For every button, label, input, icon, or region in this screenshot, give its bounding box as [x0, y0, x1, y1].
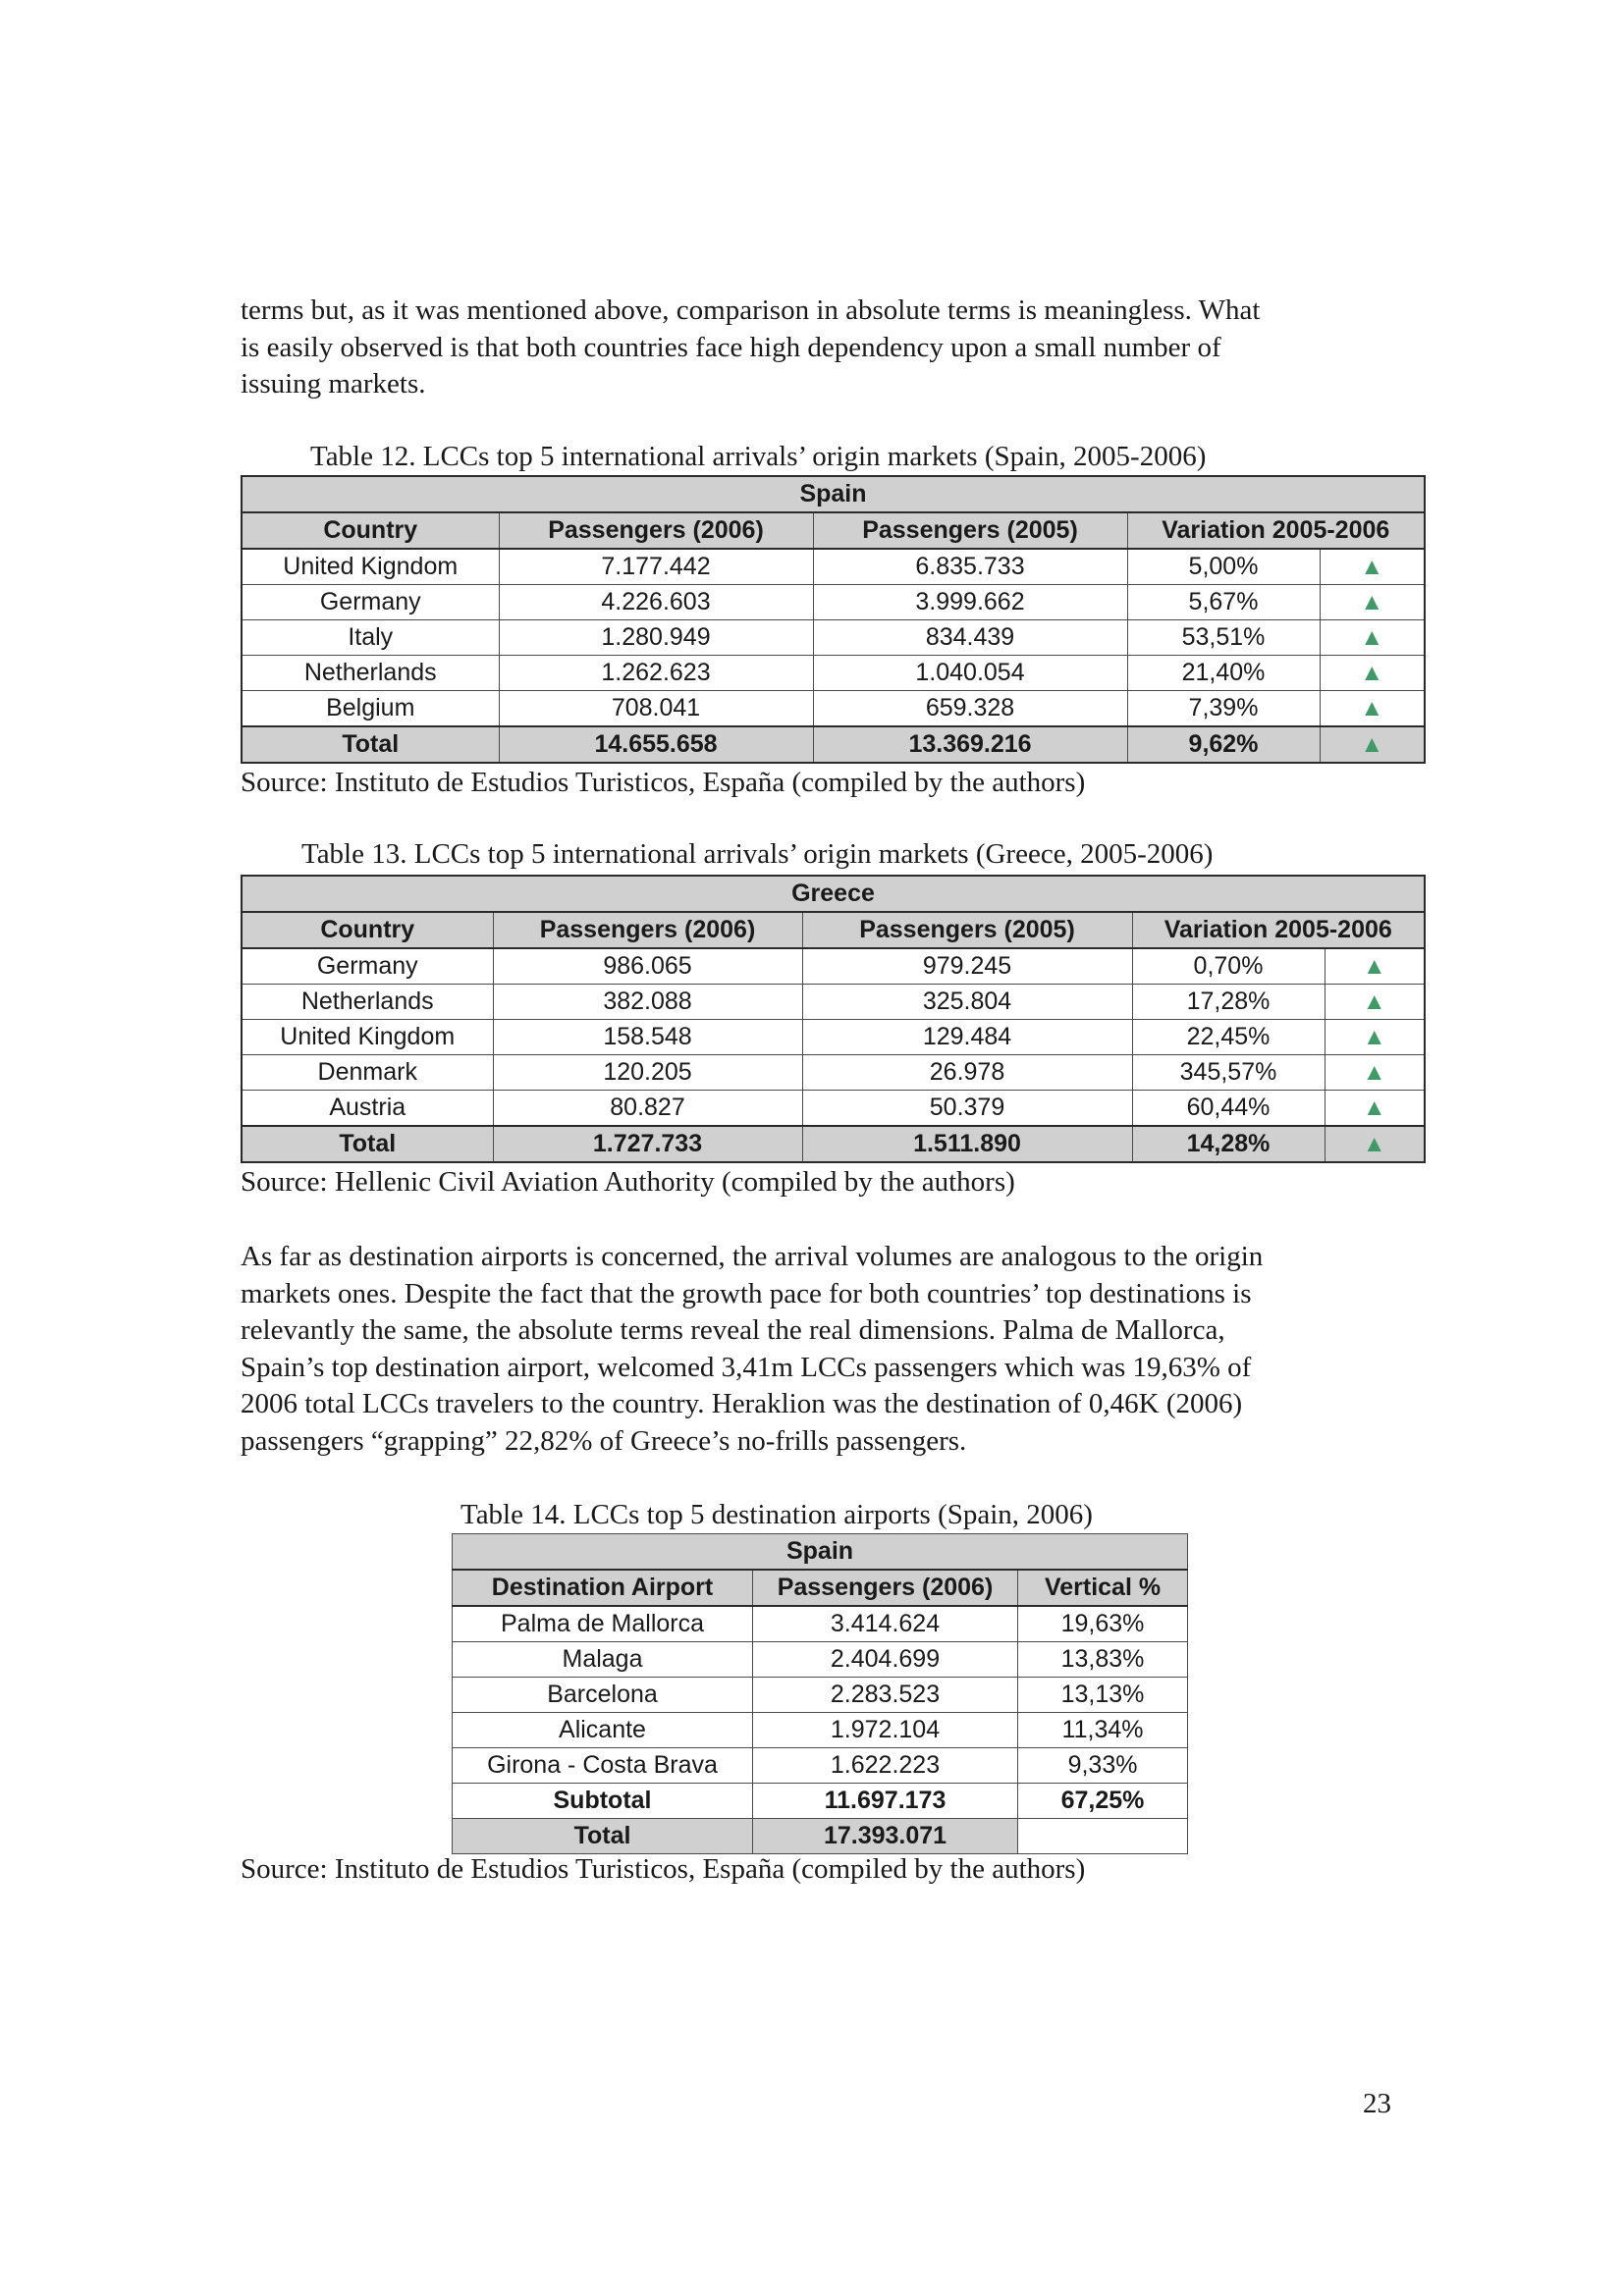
passengers-2006-cell: 3.414.624 — [753, 1606, 1018, 1642]
up-arrow-icon: ▲ — [1325, 1020, 1425, 1055]
passengers-2006-cell: 986.065 — [493, 948, 802, 985]
table13-source: Source: Hellenic Civil Aviation Authority (compiled by the authors) — [241, 1166, 1015, 1198]
airport-cell: Barcelona — [453, 1678, 753, 1713]
passengers-2006-cell: 120.205 — [493, 1055, 802, 1091]
table-row — [242, 585, 1425, 620]
table-row — [242, 691, 1425, 727]
table13-caption: Table 13. LCCs top 5 international arrivals’ origin markets (Greece, 2005-2006) — [301, 838, 1214, 870]
passengers-2005-cell: 659.328 — [813, 691, 1127, 727]
up-arrow-icon: ▲ — [1320, 585, 1425, 620]
table13 — [241, 875, 1426, 1163]
passengers-2006-cell: 158.548 — [493, 1020, 802, 1055]
variation-cell: 21,40% — [1127, 656, 1320, 691]
passengers-2006-cell: 382.088 — [493, 985, 802, 1020]
variation-cell: 5,67% — [1127, 585, 1320, 620]
total-passengers-2006: 1.727.733 — [493, 1126, 802, 1162]
text-line: markets ones. Despite the fact that the growth pace for both countries’ top destinations is — [241, 1277, 1252, 1309]
up-arrow-icon: ▲ — [1320, 549, 1425, 585]
table-row — [453, 1713, 1188, 1748]
column-header: Passengers (2005) — [802, 912, 1132, 948]
country-cell: United Kigndom — [242, 549, 499, 585]
country-cell: Germany — [242, 948, 493, 985]
table-row — [242, 549, 1425, 585]
variation-cell: 345,57% — [1132, 1055, 1325, 1091]
table-row — [453, 1606, 1188, 1642]
text-line: Spain’s top destination airport, welcomed 3,41m LCCs passengers which was 19,63% of — [241, 1351, 1252, 1383]
table-row — [242, 985, 1425, 1020]
country-cell: Netherlands — [242, 985, 493, 1020]
passengers-2005-cell: 979.245 — [802, 948, 1132, 985]
up-arrow-icon: ▲ — [1325, 948, 1425, 985]
country-cell: Belgium — [242, 691, 499, 727]
up-arrow-icon: ▲ — [1325, 1126, 1425, 1162]
passengers-2005-cell: 3.999.662 — [813, 585, 1127, 620]
table14-caption: Table 14. LCCs top 5 destination airports (Spain, 2006) — [460, 1499, 1093, 1530]
passengers-2006-cell: 1.972.104 — [753, 1713, 1018, 1748]
total-row — [453, 1819, 1188, 1854]
table13-band: Greece — [242, 876, 1425, 912]
column-header: Country — [242, 912, 493, 948]
country-cell: Netherlands — [242, 656, 499, 691]
passengers-2006-cell: 2.404.699 — [753, 1642, 1018, 1678]
passengers-2006-cell: 1.280.949 — [499, 620, 813, 656]
column-header: Vertical % — [1018, 1570, 1188, 1606]
up-arrow-icon: ▲ — [1320, 620, 1425, 656]
table-row — [453, 1748, 1188, 1784]
up-arrow-icon: ▲ — [1320, 726, 1425, 763]
table12 — [241, 475, 1426, 764]
passengers-2005-cell: 26.978 — [802, 1055, 1132, 1091]
total-label: Total — [453, 1819, 753, 1854]
column-header: Passengers (2006) — [493, 912, 802, 948]
total-variation: 14,28% — [1132, 1126, 1325, 1162]
airport-cell: Alicante — [453, 1713, 753, 1748]
vertical-percent-cell: 11,34% — [1018, 1713, 1188, 1748]
intro-paragraph — [241, 293, 1394, 403]
table-row — [453, 1642, 1188, 1678]
subtotal-row — [453, 1784, 1188, 1819]
passengers-2006-cell: 708.041 — [499, 691, 813, 727]
passengers-2005-cell: 325.804 — [802, 985, 1132, 1020]
table14-source: Source: Instituto de Estudios Turisticos, España (compiled by the authors) — [241, 1853, 1086, 1885]
variation-cell: 22,45% — [1132, 1020, 1325, 1055]
country-cell: Austria — [242, 1091, 493, 1127]
total-passengers-2005: 13.369.216 — [813, 726, 1127, 763]
text-line: issuing markets. — [241, 368, 426, 400]
table-row — [242, 1091, 1425, 1127]
column-header: Passengers (2006) — [499, 512, 813, 549]
passengers-2005-cell: 6.835.733 — [813, 549, 1127, 585]
up-arrow-icon: ▲ — [1325, 985, 1425, 1020]
variation-cell: 53,51% — [1127, 620, 1320, 656]
total-passengers-2006: 17.393.071 — [753, 1819, 1018, 1854]
subtotal-label: Subtotal — [453, 1784, 753, 1819]
total-label: Total — [242, 726, 499, 763]
column-header: Passengers (2006) — [753, 1570, 1018, 1606]
vertical-percent-cell: 19,63% — [1018, 1606, 1188, 1642]
variation-cell: 0,70% — [1132, 948, 1325, 985]
total-vertical-percent — [1018, 1819, 1188, 1854]
country-cell: Germany — [242, 585, 499, 620]
total-row — [242, 1126, 1425, 1162]
total-label: Total — [242, 1126, 493, 1162]
text-line: 2006 total LCCs travelers to the country. Heraklion was the destination of 0,46K (2006) — [241, 1388, 1243, 1419]
country-cell: Italy — [242, 620, 499, 656]
total-passengers-2006: 14.655.658 — [499, 726, 813, 763]
table-row — [242, 656, 1425, 691]
table14 — [452, 1533, 1188, 1854]
table12-source: Source: Instituto de Estudios Turisticos, España (compiled by the authors) — [241, 767, 1086, 798]
variation-cell: 5,00% — [1127, 549, 1320, 585]
table12-caption: Table 12. LCCs top 5 international arrivals’ origin markets (Spain, 2005-2006) — [310, 441, 1207, 472]
up-arrow-icon: ▲ — [1320, 656, 1425, 691]
table-row — [242, 620, 1425, 656]
table14-band: Spain — [453, 1534, 1188, 1571]
vertical-percent-cell: 9,33% — [1018, 1748, 1188, 1784]
passengers-2006-cell: 2.283.523 — [753, 1678, 1018, 1713]
subtotal-vertical-percent: 67,25% — [1018, 1784, 1188, 1819]
table12-band: Spain — [242, 476, 1425, 512]
airport-cell: Girona - Costa Brava — [453, 1748, 753, 1784]
column-header: Destination Airport — [453, 1570, 753, 1606]
total-variation: 9,62% — [1127, 726, 1320, 763]
table-row — [453, 1678, 1188, 1713]
text-line: relevantly the same, the absolute terms reveal the real dimensions. Palma de Mallorca, — [241, 1314, 1225, 1346]
passengers-2005-cell: 50.379 — [802, 1091, 1132, 1127]
vertical-percent-cell: 13,83% — [1018, 1642, 1188, 1678]
total-row — [242, 726, 1425, 763]
passengers-2005-cell: 834.439 — [813, 620, 1127, 656]
page-number: 23 — [1363, 2088, 1391, 2119]
up-arrow-icon: ▲ — [1325, 1055, 1425, 1091]
up-arrow-icon: ▲ — [1325, 1091, 1425, 1127]
text-line: As far as destination airports is concerned, the arrival volumes are analogous to the origin — [241, 1241, 1264, 1272]
country-cell: United Kingdom — [242, 1020, 493, 1055]
middle-paragraph — [241, 1239, 1394, 1460]
passengers-2006-cell: 80.827 — [493, 1091, 802, 1127]
text-line: terms but, as it was mentioned above, comparison in absolute terms is meaningless. What — [241, 294, 1261, 326]
up-arrow-icon: ▲ — [1320, 691, 1425, 727]
text-line: is easily observed is that both countries face high dependency upon a small number of — [241, 331, 1221, 363]
column-header: Passengers (2005) — [813, 512, 1127, 549]
airport-cell: Palma de Mallorca — [453, 1606, 753, 1642]
variation-cell: 60,44% — [1132, 1091, 1325, 1127]
passengers-2006-cell: 1.262.623 — [499, 656, 813, 691]
vertical-percent-cell: 13,13% — [1018, 1678, 1188, 1713]
passengers-2006-cell: 7.177.442 — [499, 549, 813, 585]
column-header: Variation 2005-2006 — [1127, 512, 1425, 549]
subtotal-passengers: 11.697.173 — [753, 1784, 1018, 1819]
variation-cell: 7,39% — [1127, 691, 1320, 727]
total-passengers-2005: 1.511.890 — [802, 1126, 1132, 1162]
country-cell: Denmark — [242, 1055, 493, 1091]
table-row — [242, 1020, 1425, 1055]
variation-cell: 17,28% — [1132, 985, 1325, 1020]
text-line: passengers “grapping” 22,82% of Greece’s no-frills passengers. — [241, 1424, 967, 1457]
table-row — [242, 948, 1425, 985]
passengers-2005-cell: 1.040.054 — [813, 656, 1127, 691]
passengers-2006-cell: 1.622.223 — [753, 1748, 1018, 1784]
airport-cell: Malaga — [453, 1642, 753, 1678]
passengers-2006-cell: 4.226.603 — [499, 585, 813, 620]
column-header: Country — [242, 512, 499, 549]
column-header: Variation 2005-2006 — [1132, 912, 1425, 948]
table-row — [242, 1055, 1425, 1091]
passengers-2005-cell: 129.484 — [802, 1020, 1132, 1055]
